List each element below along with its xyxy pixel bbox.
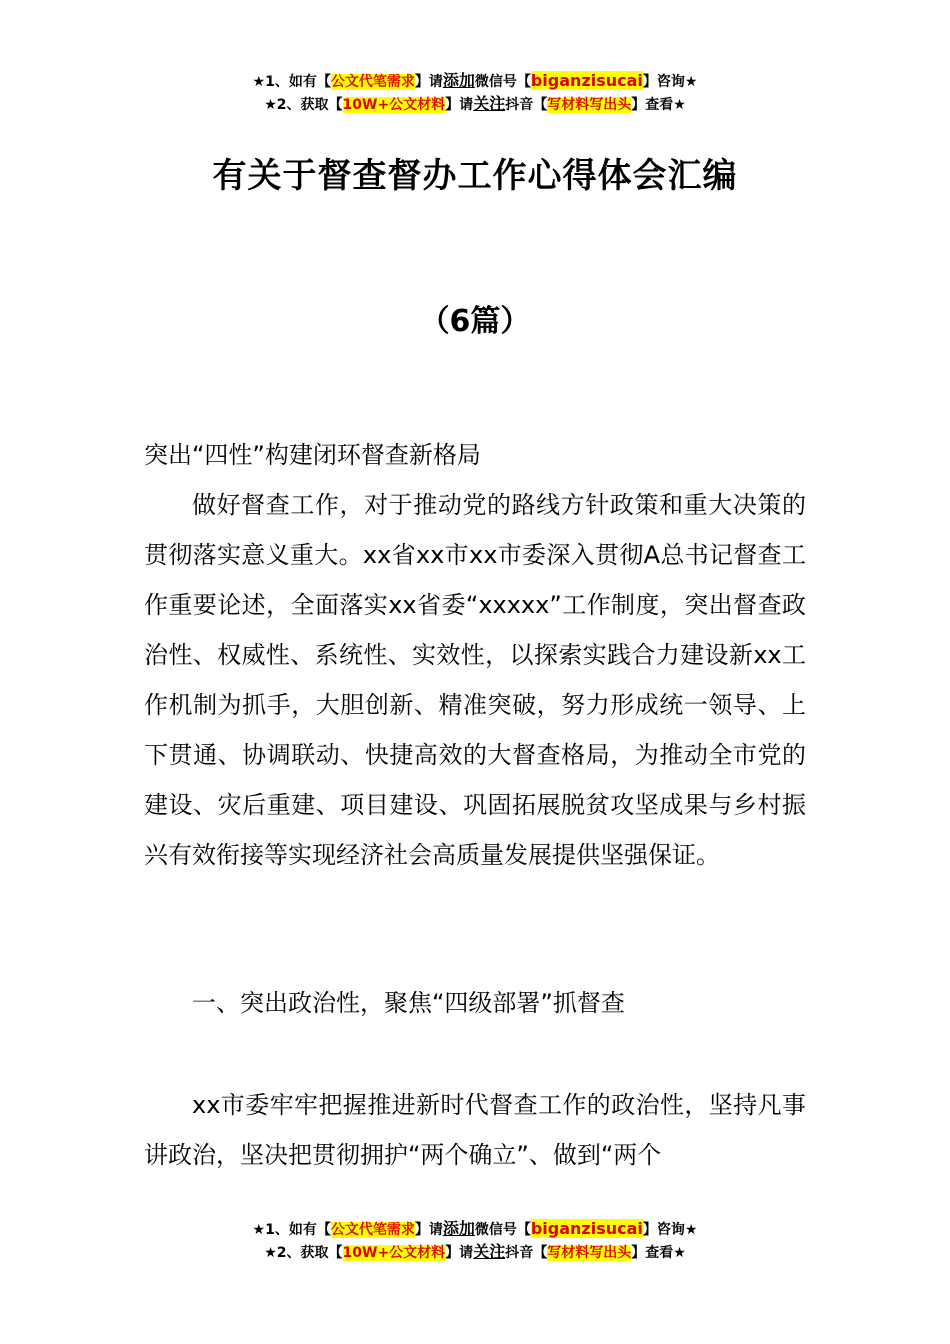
banner-highlight-wechat: biganzisucai xyxy=(530,1219,643,1238)
banner-emphasis: 添加 xyxy=(442,1219,475,1238)
banner-text: 】请 xyxy=(414,74,443,90)
banner-text: 】请 xyxy=(445,97,474,113)
banner-highlight-douyin: 写材料写出头 xyxy=(547,1245,632,1261)
banner-highlight-douyin: 写材料写出头 xyxy=(547,97,632,113)
banner-highlight-service: 公文代笔需求 xyxy=(330,1222,415,1238)
banner-line-1 xyxy=(0,1218,950,1241)
banner-text: 】咨询★ xyxy=(642,1222,698,1238)
banner-text: 】查看★ xyxy=(631,1245,686,1261)
article-heading: 突出“四性”构建闭环督查新格局 xyxy=(144,441,481,469)
footer-banner xyxy=(0,1218,950,1264)
banner-line-2 xyxy=(0,1241,950,1264)
banner-emphasis: 添加 xyxy=(442,71,475,90)
banner-text: ★2、获取【 xyxy=(264,1245,343,1261)
banner-text: 抖音【 xyxy=(505,97,548,113)
banner-emphasis: 关注 xyxy=(473,1242,506,1261)
paragraph: xx市委牢牢把握推进新时代督查工作的政治性，坚持凡事讲政治，坚决把贯彻拥护“两个确立”、做到“两个 xyxy=(144,1091,806,1169)
banner-text: 】请 xyxy=(414,1222,443,1238)
banner-text: ★1、如有【 xyxy=(252,74,331,90)
document-title: 有关于督查督办工作心得体会汇编 xyxy=(212,156,738,196)
banner-highlight-materials: 10W+公文材料 xyxy=(342,1245,446,1261)
banner-emphasis: 关注 xyxy=(473,94,506,113)
banner-line-2 xyxy=(0,93,950,116)
banner-highlight-wechat: biganzisucai xyxy=(530,71,643,90)
banner-text: 微信号【 xyxy=(474,1222,531,1238)
header-banner xyxy=(0,70,950,116)
banner-text: 】请 xyxy=(445,1245,474,1261)
banner-highlight-service: 公文代笔需求 xyxy=(330,74,415,90)
banner-text: ★1、如有【 xyxy=(252,1222,331,1238)
banner-highlight-materials: 10W+公文材料 xyxy=(342,97,446,113)
section-heading: 一、突出政治性，聚焦“四级部署”抓督查 xyxy=(192,989,625,1017)
banner-text: 】查看★ xyxy=(631,97,686,113)
banner-line-1 xyxy=(0,70,950,93)
banner-text: ★2、获取【 xyxy=(264,97,343,113)
banner-text: 微信号【 xyxy=(474,74,531,90)
paragraph: 做好督查工作，对于推动党的路线方针政策和重大决策的贯彻落实意义重大。xx省xx市xx市委深入贯彻A总书记督查工作重要论述，全面落实xx省委“xxxxx”工作制度，突出督查政治性、权威性、系统性、实效性，以探索实践合力建设新xx工作机制为抓手，大胆创新、精准突破，努力形成统一领导、上下贯通、协调联动、快捷高效的大督查格局，为推动全市党的建设、灾后重建、项目建设、巩固拓展脱贫攻坚成果与乡村振兴有效衔接等实现经济社会高质量发展提供坚强保证。 xyxy=(144,491,806,869)
banner-text: 抖音【 xyxy=(505,1245,548,1261)
document-subtitle: （6篇） xyxy=(419,304,531,339)
banner-text: 】咨询★ xyxy=(642,74,698,90)
